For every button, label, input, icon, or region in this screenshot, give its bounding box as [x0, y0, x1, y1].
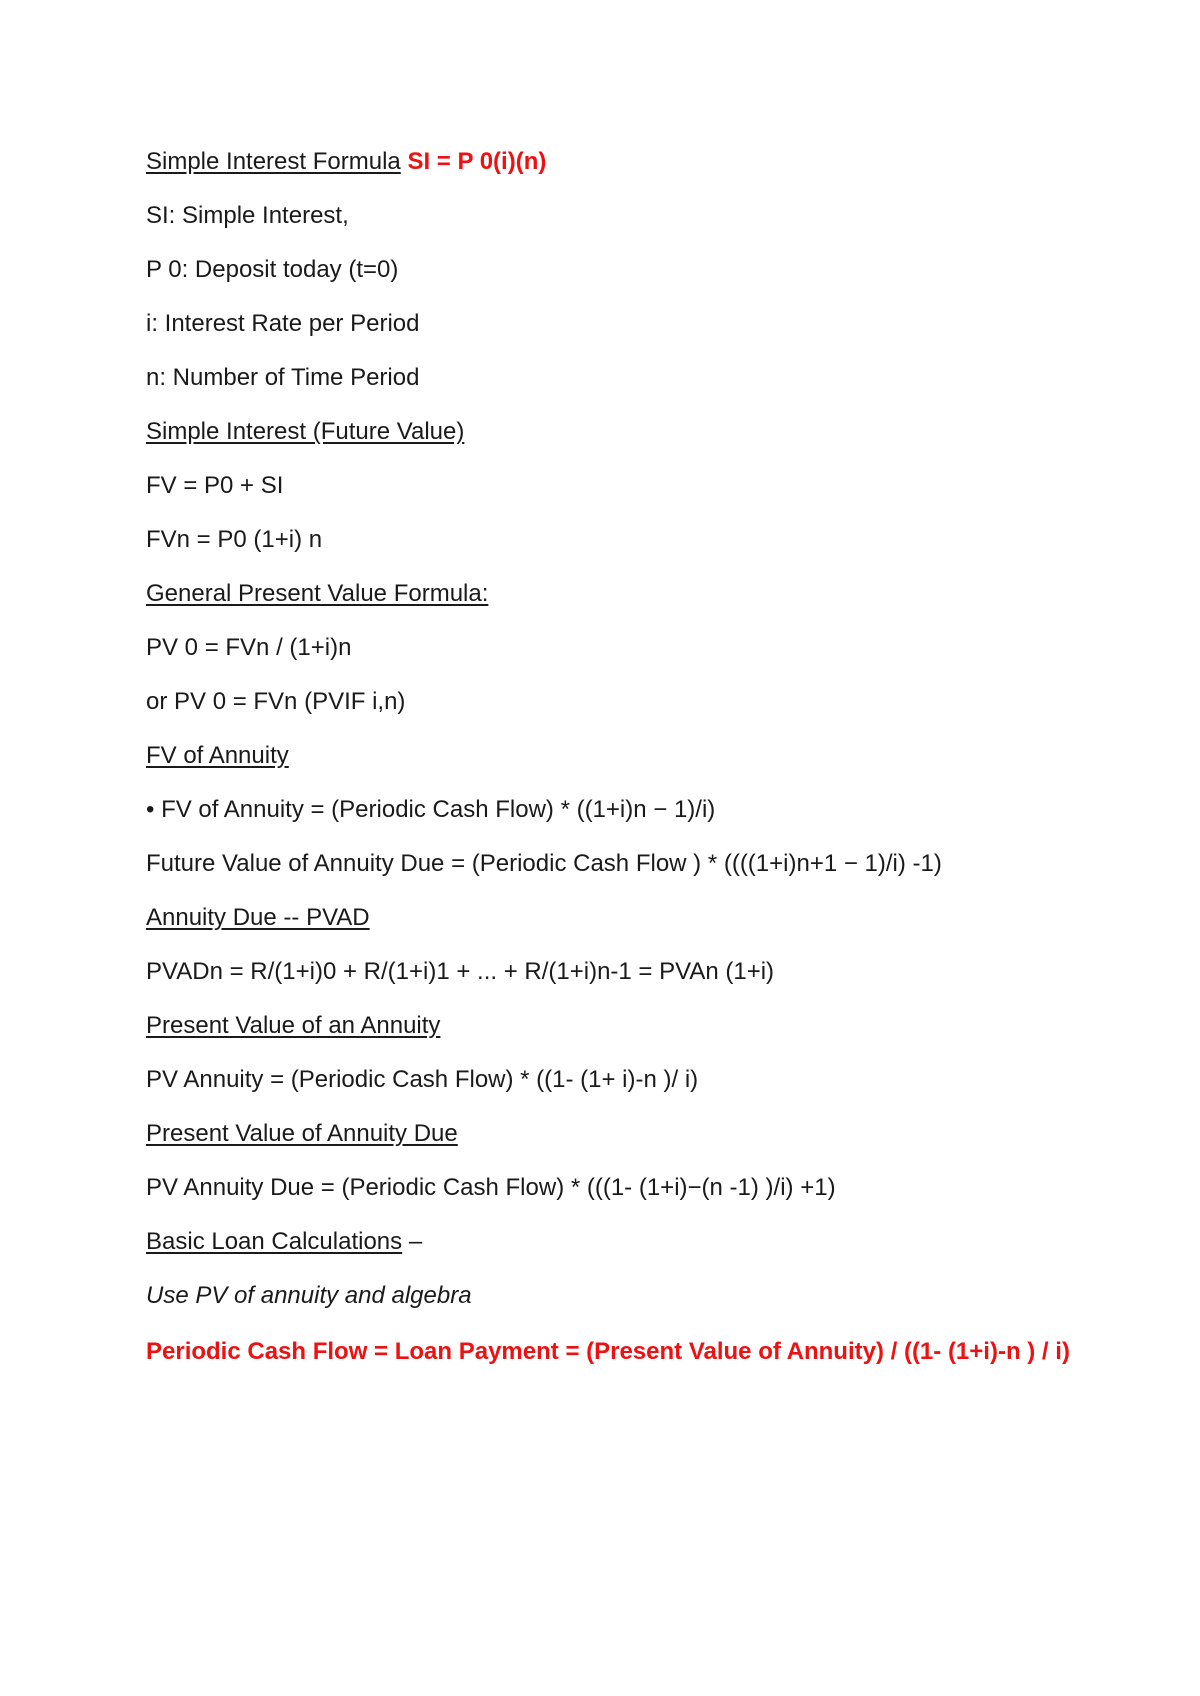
- section-heading: Annuity Due -- PVAD: [146, 904, 370, 931]
- line-text: PV Annuity Due = (Periodic Cash Flow) * (((1- (1+i)−(n -1) )/i) +1): [146, 1174, 836, 1201]
- line-text: or PV 0 = FVn (PVIF i,n): [146, 688, 406, 715]
- document-page: [146, 146, 1086, 1370]
- document-line: [146, 740, 1086, 772]
- loan-payment-formula: Periodic Cash Flow = Loan Payment = (Present Value of Annuity) / ((1- (1+i)-n ) / i): [146, 1338, 1070, 1365]
- line-text: Use PV of annuity and algebra: [146, 1282, 472, 1309]
- document-line: [146, 1064, 1086, 1096]
- section-heading: Present Value of an Annuity: [146, 1012, 441, 1039]
- line-text: SI = P 0(i)(n): [407, 148, 547, 175]
- document-line: [146, 1172, 1086, 1204]
- document-line: [146, 200, 1086, 232]
- document-line: [146, 686, 1086, 718]
- document-line: [146, 1280, 1086, 1312]
- document-line: [146, 794, 1086, 826]
- document-line: [146, 1118, 1086, 1150]
- document-line: [146, 146, 1086, 178]
- document-line: [146, 470, 1086, 502]
- line-text: PV Annuity = (Periodic Cash Flow) * ((1- (1+ i)-n )/ i): [146, 1066, 699, 1093]
- document-line: [146, 632, 1086, 664]
- line-text: Future Value of Annuity Due = (Periodic Cash Flow ) * ((((1+i)n+1 − 1)/i) -1): [146, 850, 942, 877]
- document-line: [146, 308, 1086, 340]
- line-text: i: Interest Rate per Period: [146, 310, 420, 337]
- document-line: [146, 416, 1086, 448]
- line-text: FVn = P0 (1+i) n: [146, 526, 323, 553]
- line-text: –: [402, 1228, 423, 1255]
- document-line: [146, 956, 1086, 988]
- section-heading: FV of Annuity: [146, 742, 289, 769]
- line-text: PV 0 = FVn / (1+i)n: [146, 634, 352, 661]
- line-text: FV = P0 + SI: [146, 472, 284, 499]
- document-line: [146, 524, 1086, 556]
- section-heading: Simple Interest Formula: [146, 148, 401, 175]
- section-heading: Present Value of Annuity Due: [146, 1120, 458, 1147]
- line-text: n: Number of Time Period: [146, 364, 420, 391]
- document-line: [146, 254, 1086, 286]
- formula-lines: [146, 146, 1086, 1312]
- document-line: [146, 1010, 1086, 1042]
- document-line: [146, 362, 1086, 394]
- line-text: P 0: Deposit today (t=0): [146, 256, 399, 283]
- section-heading: General Present Value Formula:: [146, 580, 489, 607]
- document-line: [146, 1226, 1086, 1258]
- line-text: PVADn = R/(1+i)0 + R/(1+i)1 + ... + R/(1+i)n-1 = PVAn (1+i): [146, 958, 775, 985]
- line-text: • FV of Annuity = (Periodic Cash Flow) * ((1+i)n − 1)/i): [146, 796, 716, 823]
- document-line: [146, 902, 1086, 934]
- document-line: [146, 848, 1086, 880]
- section-heading: Basic Loan Calculations: [146, 1228, 403, 1255]
- document-line: [146, 578, 1086, 610]
- line-text: SI: Simple Interest,: [146, 202, 349, 229]
- section-heading: Simple Interest (Future Value): [146, 418, 465, 445]
